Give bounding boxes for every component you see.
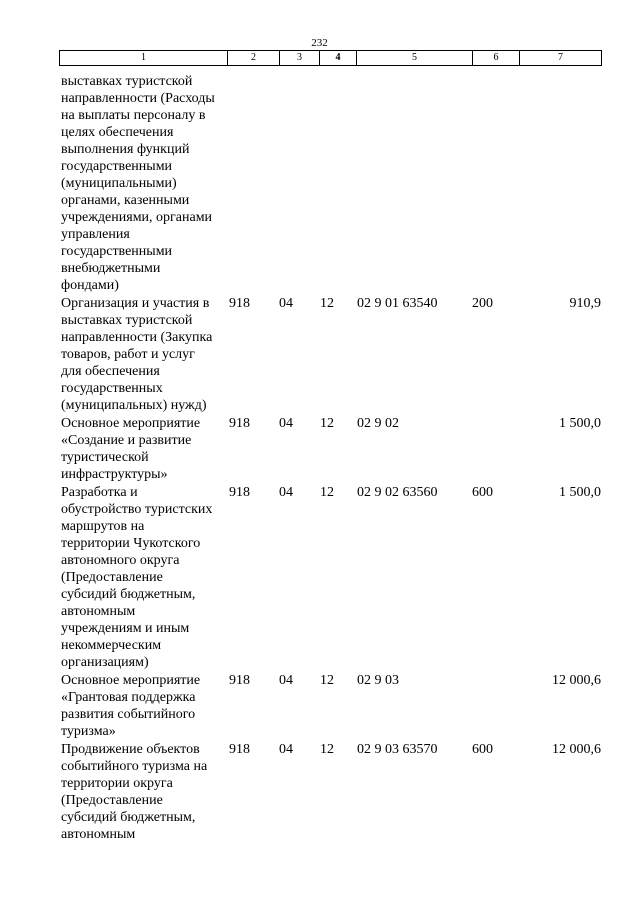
row-name-line: Основное мероприятие	[61, 416, 201, 431]
row-name-line: (Предоставление	[61, 570, 163, 585]
row-name-line: органами, казенными	[61, 193, 190, 208]
page-number: 232	[311, 37, 328, 49]
row-name-line: учреждениями, органами	[61, 210, 213, 225]
header-col-2: 2	[228, 51, 280, 66]
row-name-line: автономным	[61, 604, 136, 619]
row-name-line: «Создание и развитие	[61, 433, 192, 448]
row-name-line: направленности (Закупка	[61, 330, 213, 345]
row-name-line: фондами)	[61, 278, 119, 293]
row-name-line: внебюджетными	[61, 261, 161, 276]
row-name-line: учреждениям и иным	[61, 621, 190, 636]
row-name	[61, 415, 231, 483]
row-name	[61, 741, 231, 843]
row-section: 04	[279, 485, 293, 500]
row-admin-code: 918	[229, 416, 250, 431]
row-name	[61, 484, 231, 671]
row-name-line: туризма»	[61, 724, 116, 739]
row-name-line: управления	[61, 227, 130, 242]
row-name-line: туристической	[61, 450, 149, 465]
row-name-line: для обеспечения	[61, 364, 160, 379]
row-name-line: автономным	[61, 827, 136, 842]
row-subsection: 12	[320, 742, 334, 757]
row-name-line: целях обеспечения	[61, 125, 174, 140]
header-col-3: 3	[280, 51, 320, 66]
row-section: 04	[279, 416, 293, 431]
row-target-code: 02 9 02	[357, 416, 399, 431]
column-number-header	[59, 50, 602, 66]
row-name-line: автономного округа	[61, 553, 180, 568]
row-subsection: 12	[320, 673, 334, 688]
row-name-line: на выплаты персоналу в	[61, 108, 206, 123]
row-name-line: товаров, работ и услуг	[61, 347, 195, 362]
row-subsection: 12	[320, 296, 334, 311]
row-amount: 1 500,0	[559, 485, 601, 500]
row-expense-type: 200	[472, 296, 493, 311]
row-name-line: выполнения функций	[61, 142, 190, 157]
row-name-line: субсидий бюджетным,	[61, 810, 196, 825]
row-name	[61, 73, 231, 294]
row-subsection: 12	[320, 485, 334, 500]
row-expense-type: 600	[472, 485, 493, 500]
row-target-code: 02 9 03 63570	[357, 742, 438, 757]
row-name-line: выставках туристской	[61, 313, 193, 328]
row-name-line: направленности (Расходы	[61, 91, 215, 106]
row-name-line: организациям)	[61, 655, 149, 670]
row-amount: 910,9	[569, 296, 601, 311]
header-col-5: 5	[357, 51, 473, 66]
row-name-line: обустройство туристских	[61, 502, 213, 517]
header-col-6: 6	[473, 51, 520, 66]
header-col-7: 7	[520, 51, 602, 66]
row-name-line: (муниципальными)	[61, 176, 177, 191]
row-name-line: «Грантовая поддержка	[61, 690, 196, 705]
row-name	[61, 672, 231, 740]
row-target-code: 02 9 02 63560	[357, 485, 438, 500]
row-amount: 12 000,6	[552, 673, 601, 688]
row-name-line: инфраструктуры»	[61, 467, 168, 482]
header-col-4: 4	[320, 51, 357, 66]
row-name	[61, 295, 231, 414]
row-admin-code: 918	[229, 485, 250, 500]
row-name-line: (муниципальных) нужд)	[61, 398, 207, 413]
row-name-line: государственными	[61, 244, 173, 259]
row-name-line: (Предоставление	[61, 793, 163, 808]
row-name-line: некоммерческим	[61, 638, 162, 653]
row-name-line: территории Чукотского	[61, 536, 201, 551]
row-admin-code: 918	[229, 742, 250, 757]
row-section: 04	[279, 296, 293, 311]
row-name-line: развития событийного	[61, 707, 196, 722]
row-section: 04	[279, 742, 293, 757]
row-amount: 12 000,6	[552, 742, 601, 757]
row-name-line: Продвижение объектов	[61, 742, 200, 757]
row-section: 04	[279, 673, 293, 688]
row-name-line: маршрутов на	[61, 519, 145, 534]
row-target-code: 02 9 03	[357, 673, 399, 688]
row-target-code: 02 9 01 63540	[357, 296, 438, 311]
row-name-line: государственными	[61, 159, 173, 174]
row-name-line: Организация и участия в	[61, 296, 210, 311]
row-name-line: выставках туристской	[61, 74, 193, 89]
row-expense-type: 600	[472, 742, 493, 757]
row-name-line: событийного туризма на	[61, 759, 208, 774]
row-name-line: государственных	[61, 381, 163, 396]
row-admin-code: 918	[229, 296, 250, 311]
row-name-line: Основное мероприятие	[61, 673, 201, 688]
row-subsection: 12	[320, 416, 334, 431]
row-name-line: территории округа	[61, 776, 173, 791]
header-col-1: 1	[60, 51, 228, 66]
row-name-line: Разработка и	[61, 485, 138, 500]
row-amount: 1 500,0	[559, 416, 601, 431]
row-admin-code: 918	[229, 673, 250, 688]
row-name-line: субсидий бюджетным,	[61, 587, 196, 602]
